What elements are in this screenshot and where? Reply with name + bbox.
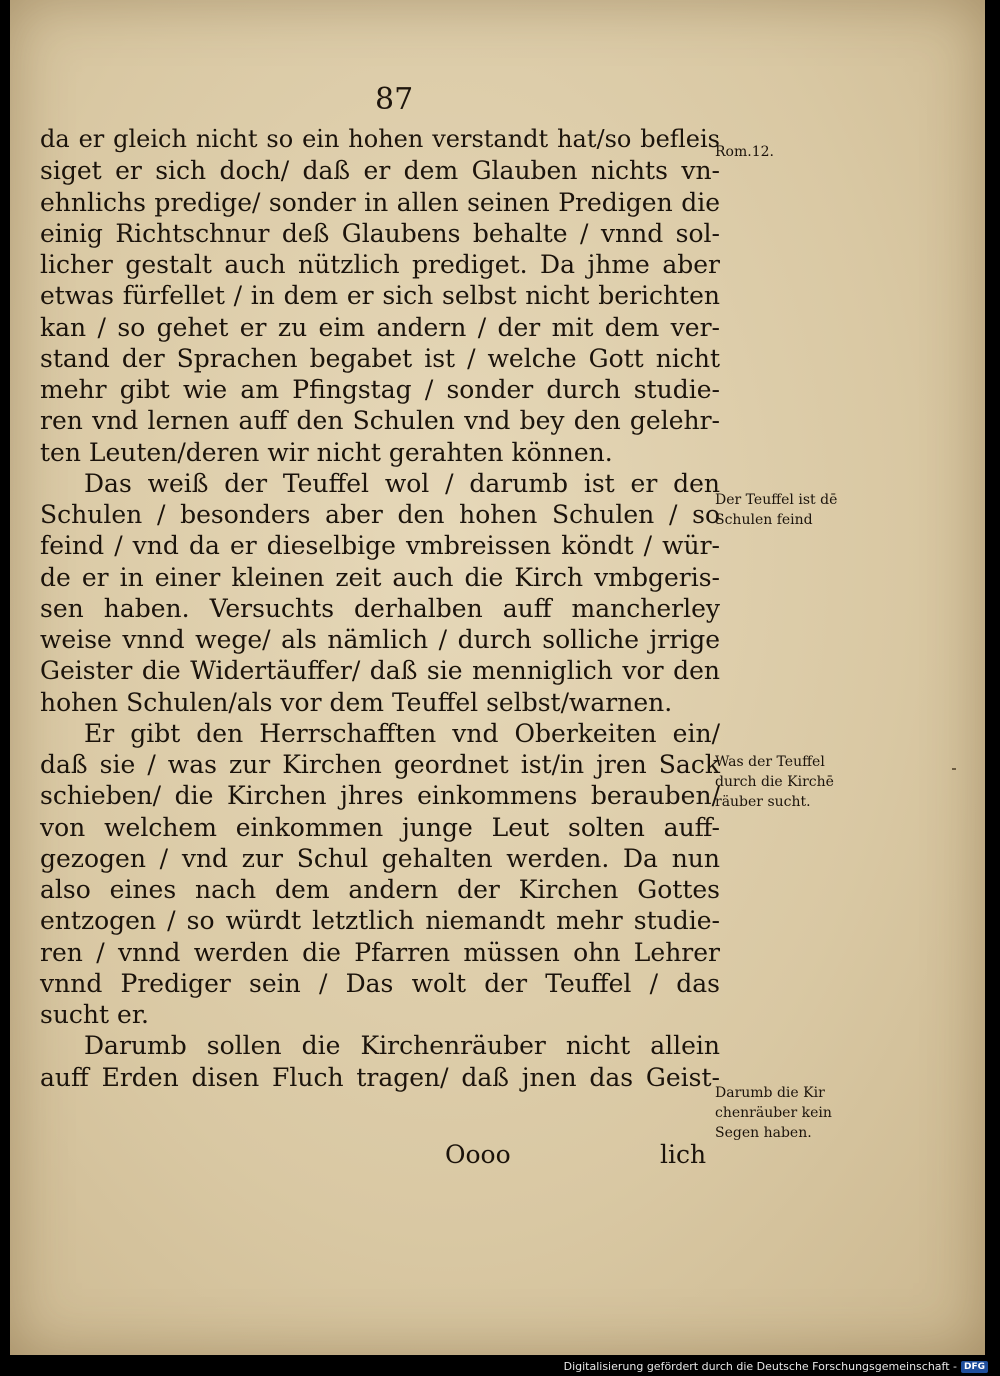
margin-note-line: Schulen feind (715, 512, 813, 528)
text-line: von welchem einkommen junge Leut solten auff- (40, 812, 720, 842)
text-line: siget er sich doch/ daß er dem Glauben nichts vn- (40, 156, 720, 186)
text-line: weise vnnd wege/ als nämlich / durch solliche jrrige (40, 625, 720, 654)
margin-note-line: Der Teuffel ist dē (715, 492, 838, 508)
margin-note-line: chenräuber kein (715, 1105, 832, 1121)
text-line: ren / vnnd werden die Pfarren müssen ohn Lehrer (40, 937, 720, 967)
text-line: auff Erden disen Fluch tragen/ daß jnen das Geist- (40, 1062, 720, 1092)
text-line: stand der Sprachen begabet ist / welche Gott nicht (40, 343, 720, 373)
text-line: feind / vnd da er dieselbige vmbreissen köndt / wür- (40, 531, 720, 561)
text-line: Schulen / besonders aber den hohen Schulen / so (40, 500, 720, 529)
signature-mark: Oooo (445, 1140, 511, 1169)
text-line: also eines nach dem andern der Kirchen Gottes (40, 875, 720, 904)
text-line: entzogen / so würdt letztlich niemandt mehr studie- (40, 906, 720, 936)
text-line: etwas fürfellet / in dem er sich selbst nicht berichten (40, 281, 720, 311)
text-line: sen haben. Versuchts derhalben auff mancherley (40, 593, 720, 623)
text-line: kan / so gehet er zu eim andern / der mit dem ver- (40, 312, 720, 342)
text-line: ten Leuten/deren wir nicht gerahten können. (40, 437, 613, 467)
text-line: sucht er. (40, 1000, 149, 1029)
text-line: Das weiß der Teuffel wol / darumb ist er den (84, 468, 720, 498)
margin-note-line: Segen haben. (715, 1125, 812, 1141)
catchword: lich (660, 1140, 707, 1169)
text-line: mehr gibt wie am Pfingstag / sonder durch studie- (40, 375, 720, 404)
margin-note-line: Was der Teuffel (715, 754, 825, 770)
text-line: Darumb sollen die Kirchenräuber nicht allein (84, 1031, 720, 1061)
text-line: einig Richtschnur deß Glaubens behalte / vnnd sol- (40, 218, 720, 248)
dfg-logo-icon: DFG (961, 1361, 988, 1373)
text-line: daß sie / was zur Kirchen geordnet ist/in jren Sack (40, 750, 720, 779)
margin-note-line: durch die Kirchē (715, 774, 834, 790)
margin-note-line: Rom.12. (715, 144, 774, 160)
main-text-block (40, 124, 720, 1093)
margin-note-segen (715, 1083, 880, 1143)
margin-note-kirchenraeuber (715, 752, 880, 812)
page-number: 87 (375, 82, 414, 117)
paper-speck (952, 768, 956, 770)
text-line: gezogen / vnd zur Schul gehalten werden. Da nun (40, 843, 720, 873)
text-line: Geister die Widertäuffer/ daß sie menniglich vor den (40, 656, 720, 686)
footer-text: Digitalisierung gefördert durch die Deutsche Forschungsgemeinschaft - (563, 1360, 957, 1373)
margin-note-rom (715, 142, 880, 162)
margin-note-line: Darumb die Kir (715, 1085, 825, 1101)
book-page (10, 0, 985, 1355)
text-line: de er in einer kleinen zeit auch die Kirch vmbgeris- (40, 562, 720, 592)
text-line: licher gestalt auch nützlich prediget. Da jhme aber (40, 250, 720, 279)
text-line: ehnlichs predige/ sonder in allen seinen Predigen die (40, 187, 720, 217)
text-line: schieben/ die Kirchen jhres einkommens berauben/ (40, 781, 720, 811)
digitization-footer (564, 1360, 988, 1373)
margin-note-schulen (715, 490, 880, 530)
text-line: da er gleich nicht so ein hohen verstandt hat/so befleis (40, 125, 720, 153)
text-line: hohen Schulen/als vor dem Teuffel selbst/warnen. (40, 687, 673, 717)
text-line: ren vnd lernen auff den Schulen vnd bey den gelehr- (40, 406, 720, 436)
text-line: Er gibt den Herrschafften vnd Oberkeiten ein/ (84, 718, 720, 748)
text-line: vnnd Prediger sein / Das wolt der Teuffel / das (40, 968, 720, 998)
margin-note-line: räuber sucht. (715, 794, 811, 810)
